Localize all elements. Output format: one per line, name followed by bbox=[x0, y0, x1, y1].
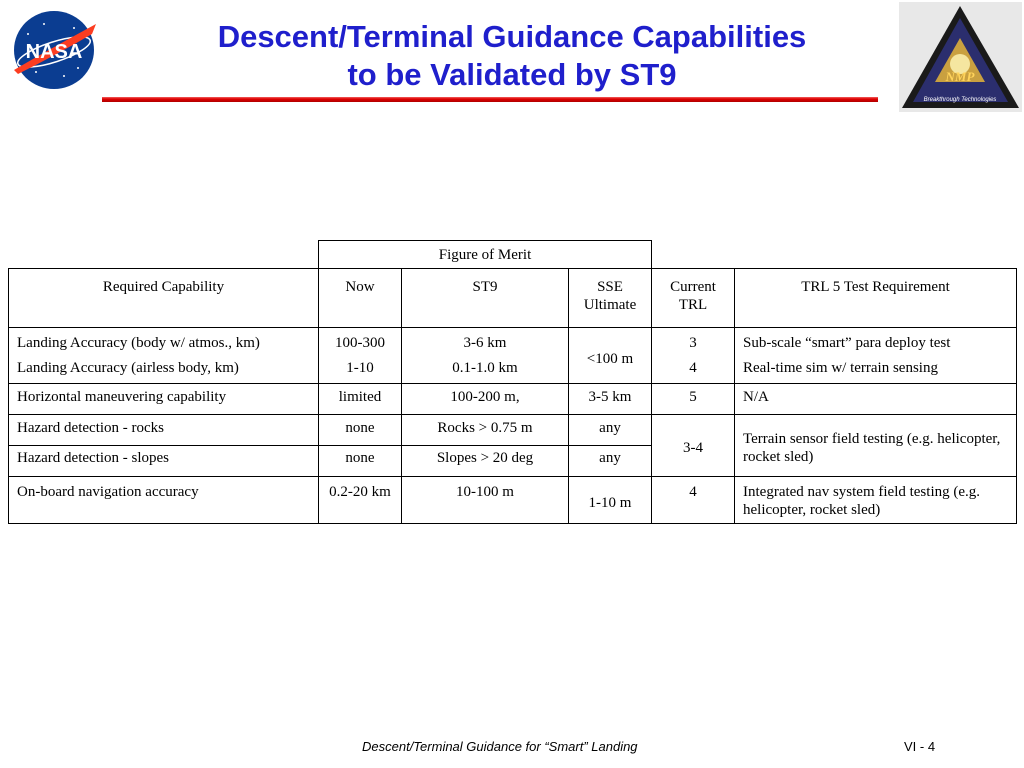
table-row bbox=[9, 359, 1017, 384]
cell-now: limited bbox=[319, 384, 402, 415]
table-row bbox=[9, 477, 1017, 524]
cell-sse: <100 m bbox=[569, 328, 652, 384]
title-line-2: to be Validated by ST9 bbox=[347, 57, 677, 92]
col-header-st9: ST9 bbox=[402, 269, 569, 328]
nasa-logo-text: NASA bbox=[25, 41, 83, 63]
table-row bbox=[9, 384, 1017, 415]
cell-trl: 5 bbox=[652, 384, 735, 415]
cell-sse: any bbox=[569, 415, 652, 446]
cell-sse: 3-5 km bbox=[569, 384, 652, 415]
cell-capability: Horizontal maneuvering capability bbox=[9, 384, 319, 415]
col-header-test: TRL 5 Test Requirement bbox=[735, 269, 1017, 328]
cell-sse: 1-10 m bbox=[569, 477, 652, 524]
cell-test: Terrain sensor field testing (e.g. helicopter, rocket sled) bbox=[735, 415, 1017, 477]
col-header-sse: SSE Ultimate bbox=[569, 269, 652, 328]
nmp-logo-subtext: Breakthrough Technologies bbox=[923, 97, 997, 103]
cell-now: none bbox=[319, 415, 402, 446]
cell-test: Real-time sim w/ terrain sensing bbox=[735, 359, 1017, 384]
cell-test: Sub-scale “smart” para deploy test bbox=[735, 328, 1017, 360]
cell-sse: any bbox=[569, 446, 652, 477]
cell-trl: 4 bbox=[652, 477, 735, 524]
col-header-capability: Required Capability bbox=[9, 269, 319, 328]
nmp-logo bbox=[899, 2, 1022, 112]
col-header-now: Now bbox=[319, 269, 402, 328]
cell-trl: 3 bbox=[652, 328, 735, 360]
page-title bbox=[150, 18, 874, 94]
cell-st9: 100-200 m, bbox=[402, 384, 569, 415]
cell-capability: Hazard detection - rocks bbox=[9, 415, 319, 446]
cell-capability: Landing Accuracy (airless body, km) bbox=[9, 359, 319, 384]
table-row bbox=[9, 328, 1017, 360]
cell-now: none bbox=[319, 446, 402, 477]
figure-of-merit-header: Figure of Merit bbox=[319, 241, 652, 269]
cell-st9: 3-6 km bbox=[402, 328, 569, 360]
nmp-logo-text: NMP bbox=[945, 69, 975, 84]
cell-now: 100-300 bbox=[319, 328, 402, 360]
cell-st9: Slopes > 20 deg bbox=[402, 446, 569, 477]
footer-text: Descent/Terminal Guidance for “Smart” Landing bbox=[362, 739, 638, 754]
capabilities-table bbox=[8, 240, 1017, 524]
cell-test: Integrated nav system field testing (e.g. helicopter, rocket sled) bbox=[735, 477, 1017, 524]
nasa-logo bbox=[8, 10, 100, 90]
cell-now: 0.2-20 km bbox=[319, 477, 402, 524]
cell-now: 1-10 bbox=[319, 359, 402, 384]
page-number: VI - 4 bbox=[904, 739, 936, 754]
cell-st9: 10-100 m bbox=[402, 477, 569, 524]
cell-trl: 3-4 bbox=[652, 415, 735, 477]
table-row bbox=[9, 415, 1017, 446]
cell-st9: 0.1-1.0 km bbox=[402, 359, 569, 384]
title-underline bbox=[102, 97, 878, 102]
cell-st9: Rocks > 0.75 m bbox=[402, 415, 569, 446]
cell-capability: Landing Accuracy (body w/ atmos., km) bbox=[9, 328, 319, 360]
cell-capability: On-board navigation accuracy bbox=[9, 477, 319, 524]
title-line-1: Descent/Terminal Guidance Capabilities bbox=[217, 19, 807, 54]
cell-test: N/A bbox=[735, 384, 1017, 415]
cell-capability: Hazard detection - slopes bbox=[9, 446, 319, 477]
cell-trl: 4 bbox=[652, 359, 735, 384]
col-header-trl: Current TRL bbox=[652, 269, 735, 328]
